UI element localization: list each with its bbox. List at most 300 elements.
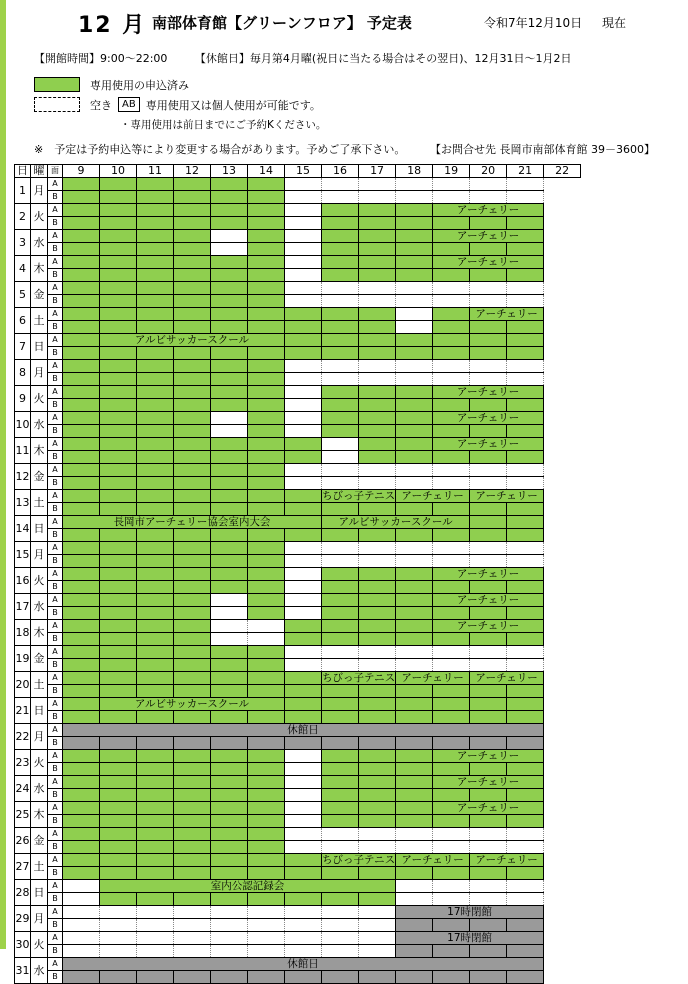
time-slot[interactable] <box>211 386 248 399</box>
time-slot[interactable] <box>396 568 433 581</box>
time-slot[interactable] <box>174 178 211 191</box>
time-slot[interactable] <box>396 802 433 815</box>
time-slot[interactable] <box>507 919 544 932</box>
time-slot[interactable] <box>248 620 285 633</box>
time-slot[interactable] <box>285 269 322 282</box>
time-slot[interactable] <box>211 685 248 698</box>
time-slot[interactable] <box>433 698 470 711</box>
time-slot[interactable] <box>470 425 507 438</box>
time-slot[interactable] <box>211 230 248 243</box>
time-slot[interactable] <box>137 373 174 386</box>
time-slot[interactable] <box>396 542 433 555</box>
time-slot[interactable] <box>137 841 174 854</box>
time-slot[interactable] <box>507 711 544 724</box>
time-slot[interactable] <box>433 581 470 594</box>
time-slot[interactable] <box>433 529 470 542</box>
time-slot[interactable] <box>359 477 396 490</box>
time-slot[interactable] <box>211 750 248 763</box>
time-slot[interactable] <box>248 607 285 620</box>
time-slot[interactable] <box>322 243 359 256</box>
time-slot[interactable] <box>285 828 322 841</box>
time-slot[interactable] <box>433 217 470 230</box>
time-slot[interactable] <box>100 386 137 399</box>
time-slot[interactable] <box>396 750 433 763</box>
time-slot[interactable] <box>63 867 100 880</box>
time-slot[interactable] <box>507 880 544 893</box>
time-slot[interactable] <box>322 477 359 490</box>
time-slot[interactable] <box>63 256 100 269</box>
time-slot[interactable] <box>63 438 100 451</box>
time-slot[interactable] <box>137 568 174 581</box>
time-slot[interactable] <box>63 906 100 919</box>
time-slot[interactable] <box>100 854 137 867</box>
time-slot[interactable] <box>100 451 137 464</box>
time-slot[interactable] <box>63 542 100 555</box>
time-slot[interactable] <box>211 945 248 958</box>
time-slot[interactable] <box>137 581 174 594</box>
time-slot[interactable] <box>396 529 433 542</box>
time-slot[interactable] <box>359 386 396 399</box>
time-slot[interactable] <box>396 828 433 841</box>
time-slot[interactable] <box>248 256 285 269</box>
time-slot[interactable] <box>248 178 285 191</box>
time-slot[interactable] <box>433 646 470 659</box>
time-slot[interactable] <box>137 555 174 568</box>
time-slot[interactable] <box>211 425 248 438</box>
time-slot[interactable] <box>211 178 248 191</box>
time-slot[interactable] <box>137 243 174 256</box>
time-slot[interactable] <box>433 841 470 854</box>
time-slot[interactable] <box>63 763 100 776</box>
time-slot[interactable] <box>63 594 100 607</box>
time-slot[interactable] <box>396 971 433 984</box>
time-slot[interactable] <box>470 542 507 555</box>
time-slot[interactable] <box>248 581 285 594</box>
time-slot[interactable] <box>507 607 544 620</box>
time-slot[interactable] <box>211 191 248 204</box>
time-slot[interactable] <box>359 451 396 464</box>
time-slot[interactable] <box>63 672 100 685</box>
time-slot[interactable] <box>248 685 285 698</box>
time-slot[interactable] <box>137 685 174 698</box>
time-slot[interactable] <box>63 217 100 230</box>
time-slot[interactable] <box>322 360 359 373</box>
time-slot[interactable] <box>507 399 544 412</box>
time-slot[interactable] <box>322 919 359 932</box>
time-slot[interactable] <box>248 191 285 204</box>
time-slot[interactable] <box>285 607 322 620</box>
time-slot[interactable] <box>470 295 507 308</box>
time-slot[interactable] <box>174 555 211 568</box>
time-slot[interactable] <box>174 763 211 776</box>
time-slot[interactable] <box>359 360 396 373</box>
time-slot[interactable] <box>174 282 211 295</box>
time-slot[interactable] <box>248 529 285 542</box>
time-slot[interactable] <box>211 490 248 503</box>
time-slot[interactable] <box>137 282 174 295</box>
time-slot[interactable] <box>322 529 359 542</box>
time-slot[interactable] <box>137 607 174 620</box>
time-slot[interactable] <box>433 763 470 776</box>
time-slot[interactable] <box>470 360 507 373</box>
time-slot[interactable] <box>174 607 211 620</box>
time-slot[interactable] <box>396 204 433 217</box>
time-slot[interactable] <box>174 204 211 217</box>
time-slot[interactable] <box>137 932 174 945</box>
time-slot[interactable] <box>137 776 174 789</box>
time-slot[interactable] <box>470 867 507 880</box>
time-slot[interactable] <box>285 750 322 763</box>
time-slot[interactable] <box>211 594 248 607</box>
time-slot[interactable] <box>359 685 396 698</box>
time-slot[interactable] <box>285 425 322 438</box>
time-slot[interactable] <box>248 438 285 451</box>
time-slot[interactable] <box>433 945 470 958</box>
time-slot[interactable] <box>211 633 248 646</box>
time-slot[interactable] <box>285 282 322 295</box>
time-slot[interactable] <box>63 243 100 256</box>
time-slot[interactable] <box>470 178 507 191</box>
time-slot[interactable] <box>396 451 433 464</box>
time-slot[interactable] <box>248 308 285 321</box>
time-slot[interactable] <box>211 607 248 620</box>
time-slot[interactable] <box>433 347 470 360</box>
time-slot[interactable] <box>507 646 544 659</box>
time-slot[interactable] <box>211 529 248 542</box>
time-slot[interactable] <box>63 360 100 373</box>
time-slot[interactable] <box>322 321 359 334</box>
time-slot[interactable] <box>248 295 285 308</box>
time-slot[interactable] <box>359 347 396 360</box>
time-slot[interactable] <box>507 542 544 555</box>
time-slot[interactable] <box>396 230 433 243</box>
time-slot[interactable] <box>100 672 137 685</box>
time-slot[interactable] <box>285 867 322 880</box>
time-slot[interactable] <box>211 802 248 815</box>
time-slot[interactable] <box>322 607 359 620</box>
time-slot[interactable] <box>137 438 174 451</box>
time-slot[interactable] <box>63 425 100 438</box>
time-slot[interactable] <box>470 529 507 542</box>
time-slot[interactable] <box>63 711 100 724</box>
time-slot[interactable] <box>507 425 544 438</box>
time-slot[interactable] <box>174 269 211 282</box>
time-slot[interactable] <box>174 373 211 386</box>
time-slot[interactable] <box>322 178 359 191</box>
time-slot[interactable] <box>396 412 433 425</box>
time-slot[interactable] <box>137 295 174 308</box>
time-slot[interactable] <box>359 594 396 607</box>
time-slot[interactable] <box>396 620 433 633</box>
time-slot[interactable] <box>359 620 396 633</box>
time-slot[interactable] <box>322 828 359 841</box>
time-slot[interactable] <box>396 893 433 906</box>
time-slot[interactable] <box>470 555 507 568</box>
time-slot[interactable] <box>507 477 544 490</box>
time-slot[interactable] <box>100 945 137 958</box>
time-slot[interactable] <box>322 932 359 945</box>
time-slot[interactable] <box>470 607 507 620</box>
time-slot[interactable] <box>63 464 100 477</box>
time-slot[interactable] <box>100 828 137 841</box>
time-slot[interactable] <box>285 347 322 360</box>
time-slot[interactable] <box>359 828 396 841</box>
time-slot[interactable] <box>322 451 359 464</box>
time-slot[interactable] <box>507 737 544 750</box>
time-slot[interactable] <box>211 932 248 945</box>
time-slot[interactable] <box>470 282 507 295</box>
time-slot[interactable] <box>470 763 507 776</box>
time-slot[interactable] <box>359 191 396 204</box>
time-slot[interactable] <box>100 529 137 542</box>
time-slot[interactable] <box>100 555 137 568</box>
time-slot[interactable] <box>433 555 470 568</box>
time-slot[interactable] <box>137 529 174 542</box>
time-slot[interactable] <box>433 451 470 464</box>
time-slot[interactable] <box>211 503 248 516</box>
time-slot[interactable] <box>322 282 359 295</box>
time-slot[interactable] <box>174 230 211 243</box>
time-slot[interactable] <box>174 815 211 828</box>
time-slot[interactable] <box>470 321 507 334</box>
time-slot[interactable] <box>285 906 322 919</box>
time-slot[interactable] <box>507 685 544 698</box>
time-slot[interactable] <box>470 373 507 386</box>
time-slot[interactable] <box>100 204 137 217</box>
time-slot[interactable] <box>322 217 359 230</box>
time-slot[interactable] <box>100 841 137 854</box>
time-slot[interactable] <box>359 633 396 646</box>
time-slot[interactable] <box>359 581 396 594</box>
time-slot[interactable] <box>507 763 544 776</box>
time-slot[interactable] <box>285 412 322 425</box>
time-slot[interactable] <box>433 425 470 438</box>
time-slot[interactable] <box>211 451 248 464</box>
time-slot[interactable] <box>63 581 100 594</box>
time-slot[interactable] <box>285 763 322 776</box>
time-slot[interactable] <box>248 594 285 607</box>
time-slot[interactable] <box>322 776 359 789</box>
time-slot[interactable] <box>248 503 285 516</box>
time-slot[interactable] <box>396 308 433 321</box>
time-slot[interactable] <box>174 191 211 204</box>
time-slot[interactable] <box>137 308 174 321</box>
time-slot[interactable] <box>137 204 174 217</box>
time-slot[interactable] <box>63 503 100 516</box>
time-slot[interactable] <box>433 191 470 204</box>
time-slot[interactable] <box>211 711 248 724</box>
time-slot[interactable] <box>470 646 507 659</box>
time-slot[interactable] <box>359 412 396 425</box>
time-slot[interactable] <box>396 295 433 308</box>
time-slot[interactable] <box>470 503 507 516</box>
time-slot[interactable] <box>137 854 174 867</box>
time-slot[interactable] <box>359 763 396 776</box>
time-slot[interactable] <box>285 789 322 802</box>
time-slot[interactable] <box>359 906 396 919</box>
time-slot[interactable] <box>63 347 100 360</box>
time-slot[interactable] <box>248 776 285 789</box>
time-slot[interactable] <box>211 542 248 555</box>
time-slot[interactable] <box>396 867 433 880</box>
time-slot[interactable] <box>322 815 359 828</box>
time-slot[interactable] <box>359 373 396 386</box>
time-slot[interactable] <box>174 581 211 594</box>
time-slot[interactable] <box>174 737 211 750</box>
time-slot[interactable] <box>359 659 396 672</box>
time-slot[interactable] <box>63 321 100 334</box>
time-slot[interactable] <box>137 828 174 841</box>
time-slot[interactable] <box>100 503 137 516</box>
time-slot[interactable] <box>285 321 322 334</box>
time-slot[interactable] <box>322 659 359 672</box>
time-slot[interactable] <box>248 945 285 958</box>
time-slot[interactable] <box>285 776 322 789</box>
time-slot[interactable] <box>285 581 322 594</box>
time-slot[interactable] <box>507 659 544 672</box>
time-slot[interactable] <box>433 308 470 321</box>
time-slot[interactable] <box>100 594 137 607</box>
time-slot[interactable] <box>433 542 470 555</box>
time-slot[interactable] <box>211 841 248 854</box>
time-slot[interactable] <box>396 399 433 412</box>
time-slot[interactable] <box>137 451 174 464</box>
time-slot[interactable] <box>174 685 211 698</box>
time-slot[interactable] <box>174 672 211 685</box>
time-slot[interactable] <box>248 906 285 919</box>
time-slot[interactable] <box>322 685 359 698</box>
time-slot[interactable] <box>248 828 285 841</box>
time-slot[interactable] <box>63 490 100 503</box>
time-slot[interactable] <box>100 659 137 672</box>
time-slot[interactable] <box>63 646 100 659</box>
time-slot[interactable] <box>396 581 433 594</box>
time-slot[interactable] <box>211 321 248 334</box>
time-slot[interactable] <box>137 919 174 932</box>
time-slot[interactable] <box>63 776 100 789</box>
time-slot[interactable] <box>63 815 100 828</box>
time-slot[interactable] <box>285 646 322 659</box>
time-slot[interactable] <box>285 919 322 932</box>
time-slot[interactable] <box>248 464 285 477</box>
time-slot[interactable] <box>322 191 359 204</box>
time-slot[interactable] <box>322 386 359 399</box>
time-slot[interactable] <box>63 945 100 958</box>
time-slot[interactable] <box>433 659 470 672</box>
time-slot[interactable] <box>359 269 396 282</box>
time-slot[interactable] <box>470 841 507 854</box>
time-slot[interactable] <box>174 620 211 633</box>
time-slot[interactable] <box>174 217 211 230</box>
time-slot[interactable] <box>174 529 211 542</box>
time-slot[interactable] <box>359 425 396 438</box>
time-slot[interactable] <box>507 178 544 191</box>
time-slot[interactable] <box>100 282 137 295</box>
time-slot[interactable] <box>507 828 544 841</box>
time-slot[interactable] <box>100 490 137 503</box>
time-slot[interactable] <box>396 438 433 451</box>
time-slot[interactable] <box>100 646 137 659</box>
time-slot[interactable] <box>63 698 100 711</box>
time-slot[interactable] <box>174 932 211 945</box>
time-slot[interactable] <box>248 633 285 646</box>
time-slot[interactable] <box>470 451 507 464</box>
time-slot[interactable] <box>63 737 100 750</box>
time-slot[interactable] <box>396 698 433 711</box>
time-slot[interactable] <box>137 503 174 516</box>
time-slot[interactable] <box>63 230 100 243</box>
time-slot[interactable] <box>174 646 211 659</box>
time-slot[interactable] <box>248 347 285 360</box>
time-slot[interactable] <box>359 308 396 321</box>
time-slot[interactable] <box>137 789 174 802</box>
time-slot[interactable] <box>359 321 396 334</box>
time-slot[interactable] <box>433 633 470 646</box>
time-slot[interactable] <box>174 308 211 321</box>
time-slot[interactable] <box>211 360 248 373</box>
time-slot[interactable] <box>433 464 470 477</box>
time-slot[interactable] <box>285 399 322 412</box>
time-slot[interactable] <box>433 828 470 841</box>
time-slot[interactable] <box>248 399 285 412</box>
time-slot[interactable] <box>100 763 137 776</box>
time-slot[interactable] <box>396 659 433 672</box>
time-slot[interactable] <box>174 464 211 477</box>
time-slot[interactable] <box>137 542 174 555</box>
time-slot[interactable] <box>359 607 396 620</box>
time-slot[interactable] <box>100 464 137 477</box>
time-slot[interactable] <box>248 789 285 802</box>
time-slot[interactable] <box>470 685 507 698</box>
time-slot[interactable] <box>174 425 211 438</box>
time-slot[interactable] <box>100 581 137 594</box>
time-slot[interactable] <box>507 243 544 256</box>
time-slot[interactable] <box>322 399 359 412</box>
time-slot[interactable] <box>322 269 359 282</box>
time-slot[interactable] <box>507 334 544 347</box>
time-slot[interactable] <box>322 802 359 815</box>
time-slot[interactable] <box>470 581 507 594</box>
time-slot[interactable] <box>285 737 322 750</box>
time-slot[interactable] <box>285 360 322 373</box>
time-slot[interactable] <box>100 542 137 555</box>
time-slot[interactable] <box>211 763 248 776</box>
time-slot[interactable] <box>322 867 359 880</box>
time-slot[interactable] <box>137 672 174 685</box>
time-slot[interactable] <box>359 503 396 516</box>
time-slot[interactable] <box>396 633 433 646</box>
time-slot[interactable] <box>285 698 322 711</box>
time-slot[interactable] <box>248 386 285 399</box>
time-slot[interactable] <box>322 308 359 321</box>
time-slot[interactable] <box>211 568 248 581</box>
time-slot[interactable] <box>470 815 507 828</box>
time-slot[interactable] <box>322 646 359 659</box>
time-slot[interactable] <box>63 295 100 308</box>
time-slot[interactable] <box>100 399 137 412</box>
time-slot[interactable] <box>248 321 285 334</box>
time-slot[interactable] <box>100 321 137 334</box>
time-slot[interactable] <box>433 477 470 490</box>
time-slot[interactable] <box>248 451 285 464</box>
time-slot[interactable] <box>285 594 322 607</box>
time-slot[interactable] <box>322 633 359 646</box>
time-slot[interactable] <box>137 906 174 919</box>
time-slot[interactable] <box>137 425 174 438</box>
time-slot[interactable] <box>137 711 174 724</box>
time-slot[interactable] <box>359 230 396 243</box>
time-slot[interactable] <box>100 776 137 789</box>
